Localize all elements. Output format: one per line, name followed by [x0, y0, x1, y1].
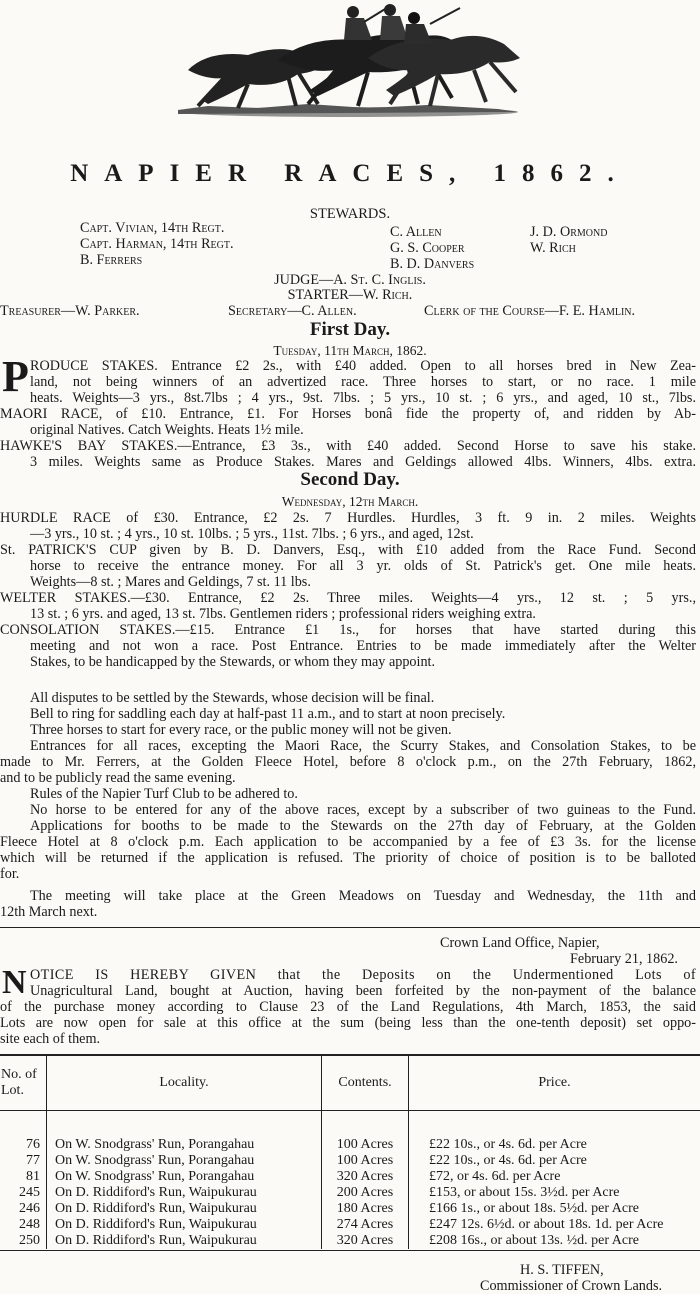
consolation-stakes-line: Stakes, to be handicapped by the Stewards, or whom they may appoint.: [30, 654, 435, 670]
steward-name: B. D. Danvers: [390, 256, 474, 272]
treasurer-line: Treasurer—W. Parker.: [0, 303, 140, 319]
steward-name: C. Allen: [390, 224, 442, 240]
rule-line: and to be publicly read the same evening.: [0, 770, 236, 786]
maori-race-line: original Natives. Catch Weights. Heats 1½ mile.: [30, 422, 304, 438]
lots-table-body: [0, 1111, 700, 1250]
hurdle-race-line: —3 yrs., 10 st. ; 4 yrs., 10 st. 10lbs. ; 5 yrs., 11st. 7lbs. ; 6 yrs., and aged, 12st.: [30, 526, 474, 542]
consolation-stakes-line: CONSOLATION STAKES.—£15. Entrance £1 1s., for horses that have started during this: [0, 622, 696, 638]
col-header-locality: Locality.: [47, 1056, 322, 1111]
price-cell: £208 16s., or about 13s. ½d. per Acre: [409, 1233, 700, 1249]
steward-name: Capt. Harman, 14th Regt.: [80, 236, 234, 252]
rule-line: which will be returned if the application is refused. The priority of choice of position is to be balloted: [0, 850, 696, 866]
table-row: [0, 1217, 700, 1233]
contents-cell: 200 Acres: [322, 1185, 409, 1201]
price-cell: £153, or about 15s. 3½d. per Acre: [409, 1185, 700, 1201]
notice-line: Unagricultural Land, bought at Auction, having been forfeited by the non-payment of the balance: [30, 983, 696, 999]
produce-stakes-line: RODUCE STAKES. Entrance £2 2s., with £40 added. Open to all horses bred in New Zea-: [30, 358, 696, 374]
table-row: [0, 1201, 700, 1217]
locality-cell: On D. Riddiford's Run, Waipukurau: [47, 1233, 322, 1249]
lot-number-cell: 246: [0, 1201, 47, 1217]
consolation-stakes-line: meeting and not won a race. Post Entrance. Entries to be made immediately after the Welter: [30, 638, 696, 654]
rule-line: Entrances for all races, excepting the Maori Race, the Scurry Stakes, and Consolation Stakes, to be: [30, 738, 696, 754]
signature-title: Commissioner of Crown Lands.: [480, 1278, 662, 1294]
notice-line: of the purchase money according to Clause 23 of the Land Regulations, 4th March, 1853, the said: [0, 999, 696, 1015]
steward-name: W. Rich: [530, 240, 576, 256]
st-patricks-cup-line: St. PATRICK'S CUP given by B. D. Danvers, Esq., with £10 added from the Race Fund. Second: [0, 542, 696, 558]
notice-line: Lots are now open for sale at this office at the sum (being less than the one-tenth deposit) set oppo-: [0, 1015, 696, 1031]
rule-line: Three horses to start for every race, or the public money will not be given.: [30, 722, 452, 738]
maori-race-line: MAORI RACE, of £10. Entrance, £1. For Horses bonâ fide the property of, and ridden by Ab-: [0, 406, 696, 422]
lot-number-cell: 250: [0, 1233, 47, 1249]
st-patricks-cup-line: Weights—8 st. ; Mares and Geldings, 7 st. 11 lbs.: [30, 574, 311, 590]
welter-stakes-line: WELTER STAKES.—£30. Entrance, £2 2s. Three miles. Weights—4 yrs., 12 st. ; 5 yrs.,: [0, 590, 696, 606]
price-cell: £72, or 4s. 6d. per Acre: [409, 1169, 700, 1185]
table-row: [0, 1137, 700, 1153]
first-day-date: Tuesday, 11th March, 1862.: [0, 343, 700, 359]
second-day-heading: Second Day.: [0, 472, 700, 488]
price-cell: £22 10s., or 4s. 6d. per Acre: [409, 1137, 700, 1153]
table-bottom-rule: [0, 1250, 700, 1251]
table-header-row: [0, 1056, 700, 1111]
price-cell: £22 10s., or 4s. 6d. per Acre: [409, 1153, 700, 1169]
st-patricks-cup-line: horse to receive the entrance money. For all 3 yr. olds of St. Patrick's get. One mile heats.: [30, 558, 696, 574]
notice-date: February 21, 1862.: [570, 951, 678, 967]
table-row: [0, 1185, 700, 1201]
locality-cell: On W. Snodgrass' Run, Porangahau: [47, 1169, 322, 1185]
rule-line: made to Mr. Ferrers, at the Golden Fleece Hotel, before 8 o'clock p.m., on the 27th February, 1862,: [0, 754, 696, 770]
steward-name: G. S. Cooper: [390, 240, 465, 256]
hurdle-race-line: HURDLE RACE of £30. Entrance, £2 2s. 7 Hurdles. Hurdles, 3 ft. 9 in. 2 miles. Weights: [0, 510, 696, 526]
hawkes-bay-stakes-line: HAWKE'S BAY STAKES.—Entrance, £3 3s., with £40 added. Second Horse to save his stake.: [0, 438, 696, 454]
page-title: NAPIER RACES, 1862.: [0, 166, 700, 182]
locality-cell: On W. Snodgrass' Run, Porangahau: [47, 1153, 322, 1169]
lot-number-cell: 76: [0, 1137, 47, 1153]
produce-stakes-line: heats. Weights—3 yrs., 8st.7lbs ; 4 yrs., 9st. 7lbs. ; 5 yrs., 10 st. ; 6 yrs., and aged, 10 st., 7lbs.: [30, 390, 696, 406]
notice-office: Crown Land Office, Napier,: [440, 935, 600, 951]
contents-cell: 320 Acres: [322, 1169, 409, 1185]
welter-stakes-line: 13 st. ; 6 yrs. and aged, 13 st. 7lbs. Gentlemen riders ; professional riders weighing extra.: [30, 606, 536, 622]
rule-line: The meeting will take place at the Green Meadows on Tuesday and Wednesday, the 11th and: [30, 888, 696, 904]
table-row: [0, 1169, 700, 1185]
contents-cell: 100 Acres: [322, 1137, 409, 1153]
lot-number-cell: 245: [0, 1185, 47, 1201]
lot-number-cell: 77: [0, 1153, 47, 1169]
lot-number-cell: 248: [0, 1217, 47, 1233]
drop-cap: P: [2, 357, 29, 397]
col-header-contents: Contents.: [322, 1056, 409, 1111]
secretary-line: Secretary—C. Allen.: [228, 303, 357, 319]
table-row: [0, 1233, 700, 1249]
steward-name: J. D. Ormond: [530, 224, 607, 240]
contents-cell: 100 Acres: [322, 1153, 409, 1169]
racehorses-engraving-icon: [168, 0, 528, 120]
steward-name: Capt. Vivian, 14th Regt.: [80, 220, 224, 236]
produce-stakes-line: land, not being winners of an advertized race. Three horses to start, or no race. 1 mile: [30, 374, 696, 390]
contents-cell: 274 Acres: [322, 1217, 409, 1233]
price-cell: £247 12s. 6½d. or about 18s. 1d. per Acre: [409, 1217, 700, 1233]
section-divider: [0, 927, 700, 928]
notice-line: OTICE IS HEREBY GIVEN that the Deposits on the Undermentioned Lots of: [30, 967, 696, 983]
contents-cell: 320 Acres: [322, 1233, 409, 1249]
rule-line: for.: [0, 866, 19, 882]
rule-line: Bell to ring for saddling each day at half-past 11 a.m., and to start at noon precisely.: [30, 706, 505, 722]
signature-name: H. S. TIFFEN,: [520, 1262, 604, 1278]
table-row: [0, 1153, 700, 1169]
col-header-lot: No. of Lot.: [0, 1056, 47, 1111]
stewards-heading: STEWARDS.: [0, 206, 700, 222]
rule-line: No horse to be entered for any of the above races, except by a subscriber of two guineas to the Fund.: [30, 802, 696, 818]
steward-name: B. Ferrers: [80, 252, 142, 268]
locality-cell: On D. Riddiford's Run, Waipukurau: [47, 1217, 322, 1233]
clerk-line: Clerk of the Course—F. E. Hamlin.: [424, 303, 635, 319]
first-day-heading: First Day.: [0, 322, 700, 338]
col-header-price: Price.: [409, 1056, 700, 1111]
rule-line: Applications for booths to be made to the Stewards on the 27th day of February, at the Golden: [30, 818, 696, 834]
contents-cell: 180 Acres: [322, 1201, 409, 1217]
price-cell: £166 1s., or about 18s. 5½d. per Acre: [409, 1201, 700, 1217]
rule-line: Rules of the Napier Turf Club to be adhered to.: [30, 786, 298, 802]
judge-line: JUDGE—A. St. C. Inglis.: [0, 272, 700, 288]
lots-table: [0, 1056, 700, 1249]
second-day-date: Wednesday, 12th March.: [0, 494, 700, 510]
drop-cap: N: [2, 966, 27, 1000]
lot-number-cell: 81: [0, 1169, 47, 1185]
locality-cell: On D. Riddiford's Run, Waipukurau: [47, 1185, 322, 1201]
rule-line: Fleece Hotel at 8 o'clock p.m. Each application to be accompanied by a fee of £3 3s. for the license: [0, 834, 696, 850]
hawkes-bay-stakes-line: 3 miles. Weights same as Produce Stakes. Mares and Geldings allowed 4lbs. Winners, 4lbs. extra.: [30, 454, 696, 470]
rule-line: All disputes to be settled by the Stewards, whose decision will be final.: [30, 690, 434, 706]
locality-cell: On W. Snodgrass' Run, Porangahau: [47, 1137, 322, 1153]
starter-line: STARTER—W. Rich.: [0, 287, 700, 303]
notice-line: site each of them.: [0, 1031, 100, 1047]
locality-cell: On D. Riddiford's Run, Waipukurau: [47, 1201, 322, 1217]
rule-line: 12th March next.: [0, 904, 97, 920]
